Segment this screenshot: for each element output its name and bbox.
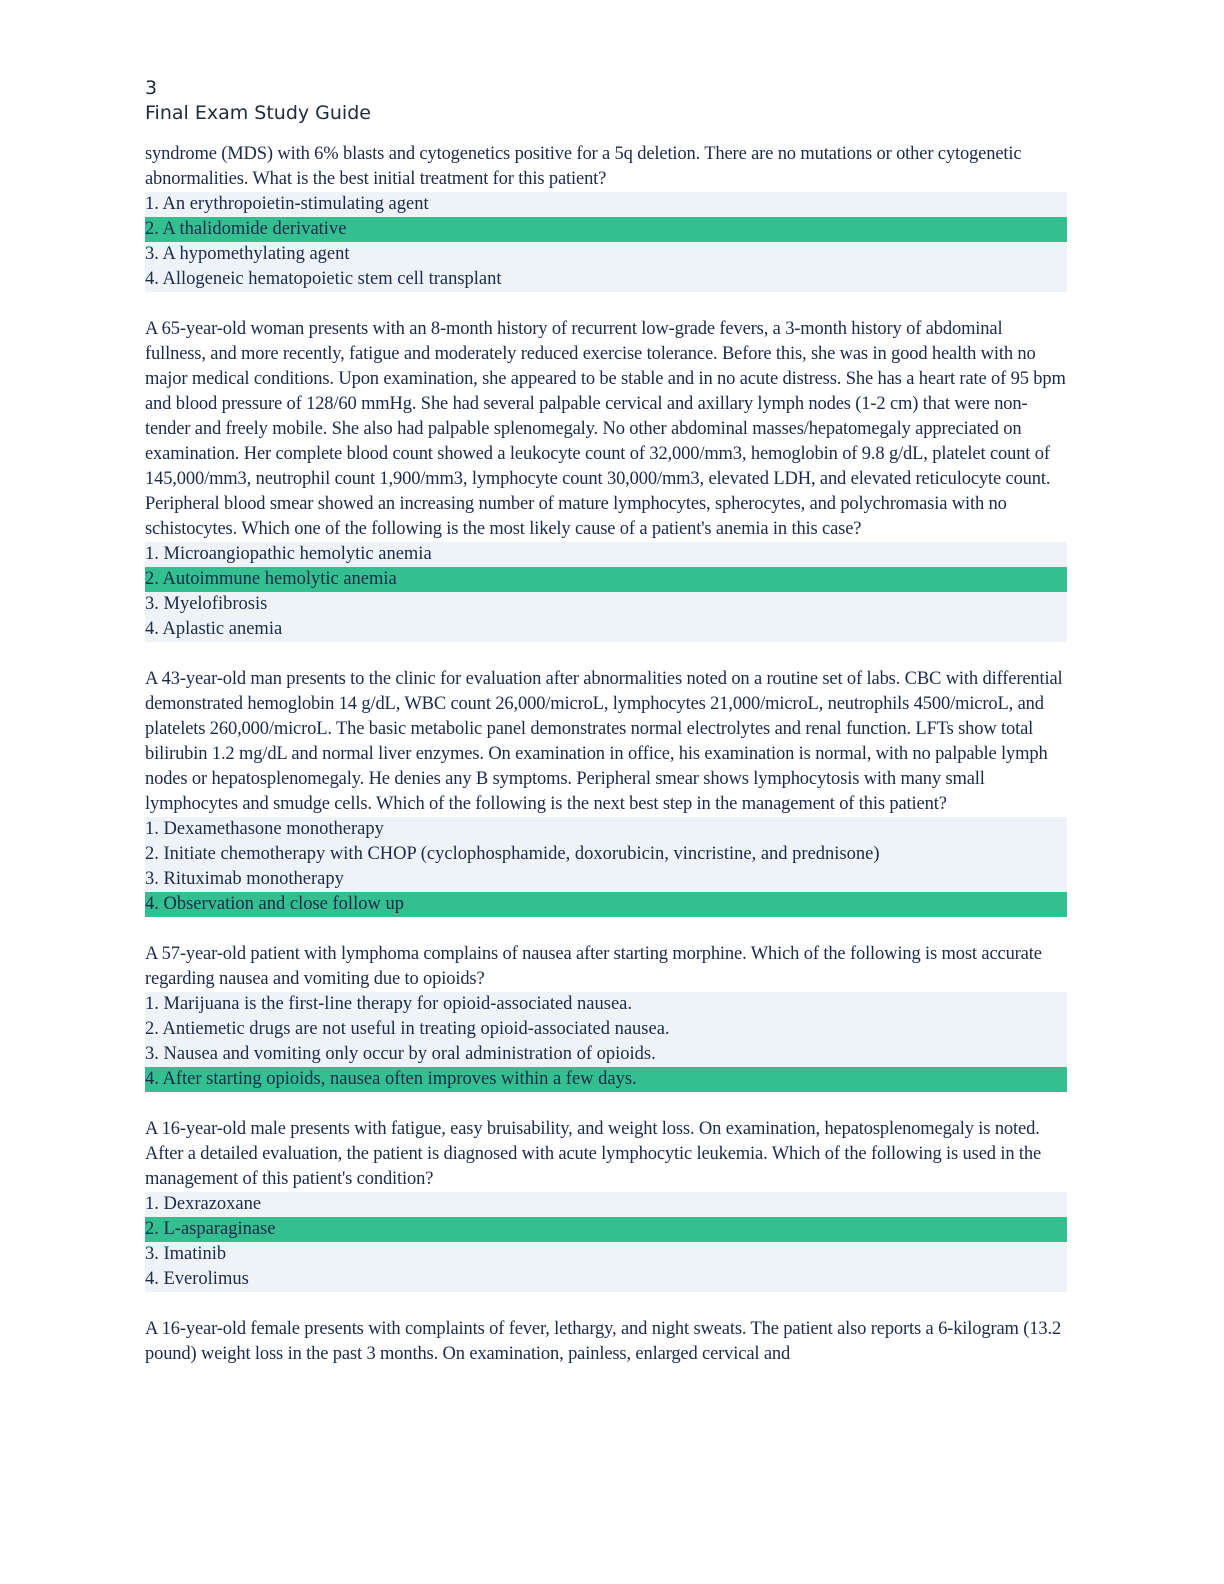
question-text: A 16-year-old female presents with complaints of fever, lethargy, and night sweats. The patient also reports a 6-kilogram (13.2 pound) weight loss in the past 3 months. On examination, painless, enlarged cervical and [145,1319,1062,1364]
answer-option: 3. A hypomethylating agent [145,242,1067,267]
answer-option-correct: 2. L-asparaginase [145,1217,1067,1242]
document-page [145,76,1067,1392]
question-block-3 [145,667,1067,917]
answer-option: 1. Microangiopathic hemolytic anemia [145,542,1067,567]
question-block-6 [145,1317,1067,1367]
answer-option-correct: 4. Observation and close follow up [145,892,1067,917]
answer-options [145,992,1067,1092]
question-text: A 43-year-old man presents to the clinic for evaluation after abnormalities noted on a routine set of labs. CBC with differential demonstrated hemoglobin 14 g/dL, WBC count 26,000/microL, lymphocytes 21,000/microL, neutrophils 4500/microL, and platelets 260,000/microL. The basic metabolic panel demonstrates normal electrolytes and renal function. LFTs show total bilirubin 1.2 mg/dL and normal liver enzymes. On examination in office, his examination is normal, with no palpable lymph nodes or hepatosplenomegaly. He denies any B symptoms. Peripheral smear shows lymphocytosis with many small lymphocytes and smudge cells. Which of the following is the next best step in the management of this patient? [145,669,1063,814]
answer-options [145,542,1067,642]
page-title: Final Exam Study Guide [145,102,371,124]
answer-option: 1. Dexamethasone monotherapy [145,817,1067,842]
question-block-1 [145,142,1067,292]
question-text: A 57-year-old patient with lymphoma complains of nausea after starting morphine. Which of the following is most accurate regarding nausea and vomiting due to opioids? [145,944,1042,989]
answer-option-correct: 2. A thalidomide derivative [145,217,1067,242]
answer-option: 1. Dexrazoxane [145,1192,1067,1217]
answer-options [145,817,1067,917]
answer-option: 1. An erythropoietin-stimulating agent [145,192,1067,217]
answer-option: 2. Initiate chemotherapy with CHOP (cyclophosphamide, doxorubicin, vincristine, and prednisone) [145,842,1067,867]
answer-options [145,1192,1067,1292]
answer-option: 1. Marijuana is the first-line therapy for opioid-associated nausea. [145,992,1067,1017]
answer-option: 3. Myelofibrosis [145,592,1067,617]
answer-option-correct: 2. Autoimmune hemolytic anemia [145,567,1067,592]
question-block-2 [145,317,1067,642]
answer-options [145,192,1067,292]
answer-option: 3. Rituximab monotherapy [145,867,1067,892]
answer-option: 3. Nausea and vomiting only occur by oral administration of opioids. [145,1042,1067,1067]
answer-option-correct: 4. After starting opioids, nausea often improves within a few days. [145,1067,1067,1092]
answer-option: 4. Everolimus [145,1267,1067,1292]
answer-option: 4. Aplastic anemia [145,617,1067,642]
answer-option: 4. Allogeneic hematopoietic stem cell transplant [145,267,1067,292]
question-block-4 [145,942,1067,1092]
question-text: syndrome (MDS) with 6% blasts and cytogenetics positive for a 5q deletion. There are no mutations or other cytogenetic abnormalities. What is the best initial treatment for this patient? [145,144,1022,189]
question-text: A 16-year-old male presents with fatigue, easy bruisability, and weight loss. On examination, hepatosplenomegaly is noted. After a detailed evaluation, the patient is diagnosed with acute lymphocytic leukemia. Which of the following is used in the management of this patient's condition? [145,1119,1042,1189]
question-text: A 65-year-old woman presents with an 8-month history of recurrent low-grade fevers, a 3-month history of abdominal fullness, and more recently, fatigue and moderately reduced exercise tolerance. Before this, she was in good health with no major medical conditions. Upon examination, she appeared to be stable and in no acute distress. She has a heart rate of 95 bpm and blood pressure of 128/60 mmHg. She had several palpable cervical and axillary lymph nodes (1-2 cm) that were non-tender and freely mobile. She also had palpable splenomegaly. No other abdominal masses/hepatomegaly appreciated on examination. Her complete blood count showed a leukocyte count of 32,000/mm3, hemoglobin of 9.8 g/dL, platelet count of 145,000/mm3, neutrophil count 1,900/mm3, lymphocyte count 30,000/mm3, elevated LDH, and elevated reticulocyte count. Peripheral blood smear showed an increasing number of mature lymphocytes, spherocytes, and polychromasia with no schistocytes. Which one of the following is the most likely cause of a patient's anemia in this case? [145,319,1066,539]
answer-option: 2. Antiemetic drugs are not useful in treating opioid-associated nausea. [145,1017,1067,1042]
question-block-5 [145,1117,1067,1292]
page-number: 3 [145,77,158,99]
answer-option: 3. Imatinib [145,1242,1067,1267]
